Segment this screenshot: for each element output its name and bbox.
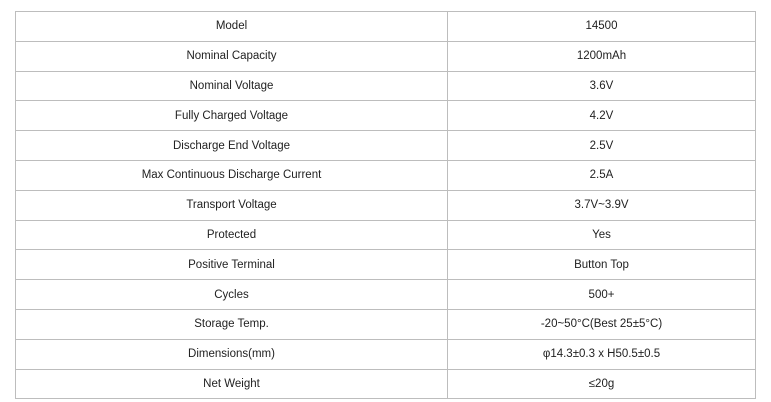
spec-value-nominal-capacity: 1200mAh bbox=[448, 41, 756, 71]
spec-value-positive-terminal: Button Top bbox=[448, 250, 756, 280]
spec-value-protected: Yes bbox=[448, 220, 756, 250]
spec-label-positive-terminal: Positive Terminal bbox=[16, 250, 448, 280]
spec-label-nominal-capacity: Nominal Capacity bbox=[16, 41, 448, 71]
spec-label-storage-temp: Storage Temp. bbox=[16, 309, 448, 339]
spec-label-nominal-voltage: Nominal Voltage bbox=[16, 71, 448, 101]
spec-label-protected: Protected bbox=[16, 220, 448, 250]
spec-value-fully-charged-voltage: 4.2V bbox=[448, 101, 756, 131]
table-row bbox=[16, 131, 756, 161]
spec-label-fully-charged-voltage: Fully Charged Voltage bbox=[16, 101, 448, 131]
table-row bbox=[16, 220, 756, 250]
table-row bbox=[16, 41, 756, 71]
table-row bbox=[16, 369, 756, 399]
spec-value-storage-temp: -20~50°C(Best 25±5°C) bbox=[448, 309, 756, 339]
table-row bbox=[16, 160, 756, 190]
table-row bbox=[16, 12, 756, 42]
spec-table bbox=[15, 11, 756, 399]
table-row bbox=[16, 71, 756, 101]
spec-value-nominal-voltage: 3.6V bbox=[448, 71, 756, 101]
table-row bbox=[16, 280, 756, 310]
spec-label-net-weight: Net Weight bbox=[16, 369, 448, 399]
spec-value-dimensions: φ14.3±0.3 x H50.5±0.5 bbox=[448, 339, 756, 369]
spec-value-transport-voltage: 3.7V~3.9V bbox=[448, 190, 756, 220]
table-row bbox=[16, 339, 756, 369]
spec-label-cycles: Cycles bbox=[16, 280, 448, 310]
spec-value-net-weight: ≤20g bbox=[448, 369, 756, 399]
table-row bbox=[16, 309, 756, 339]
spec-label-transport-voltage: Transport Voltage bbox=[16, 190, 448, 220]
table-row bbox=[16, 101, 756, 131]
spec-label-dimensions: Dimensions(mm) bbox=[16, 339, 448, 369]
spec-label-discharge-end-voltage: Discharge End Voltage bbox=[16, 131, 448, 161]
spec-value-max-discharge-current: 2.5A bbox=[448, 160, 756, 190]
table-row bbox=[16, 250, 756, 280]
spec-value-cycles: 500+ bbox=[448, 280, 756, 310]
spec-table-body bbox=[16, 12, 756, 399]
spec-label-max-discharge-current: Max Continuous Discharge Current bbox=[16, 160, 448, 190]
spec-value-model: 14500 bbox=[448, 12, 756, 42]
spec-value-discharge-end-voltage: 2.5V bbox=[448, 131, 756, 161]
table-row bbox=[16, 190, 756, 220]
spec-label-model: Model bbox=[16, 12, 448, 42]
